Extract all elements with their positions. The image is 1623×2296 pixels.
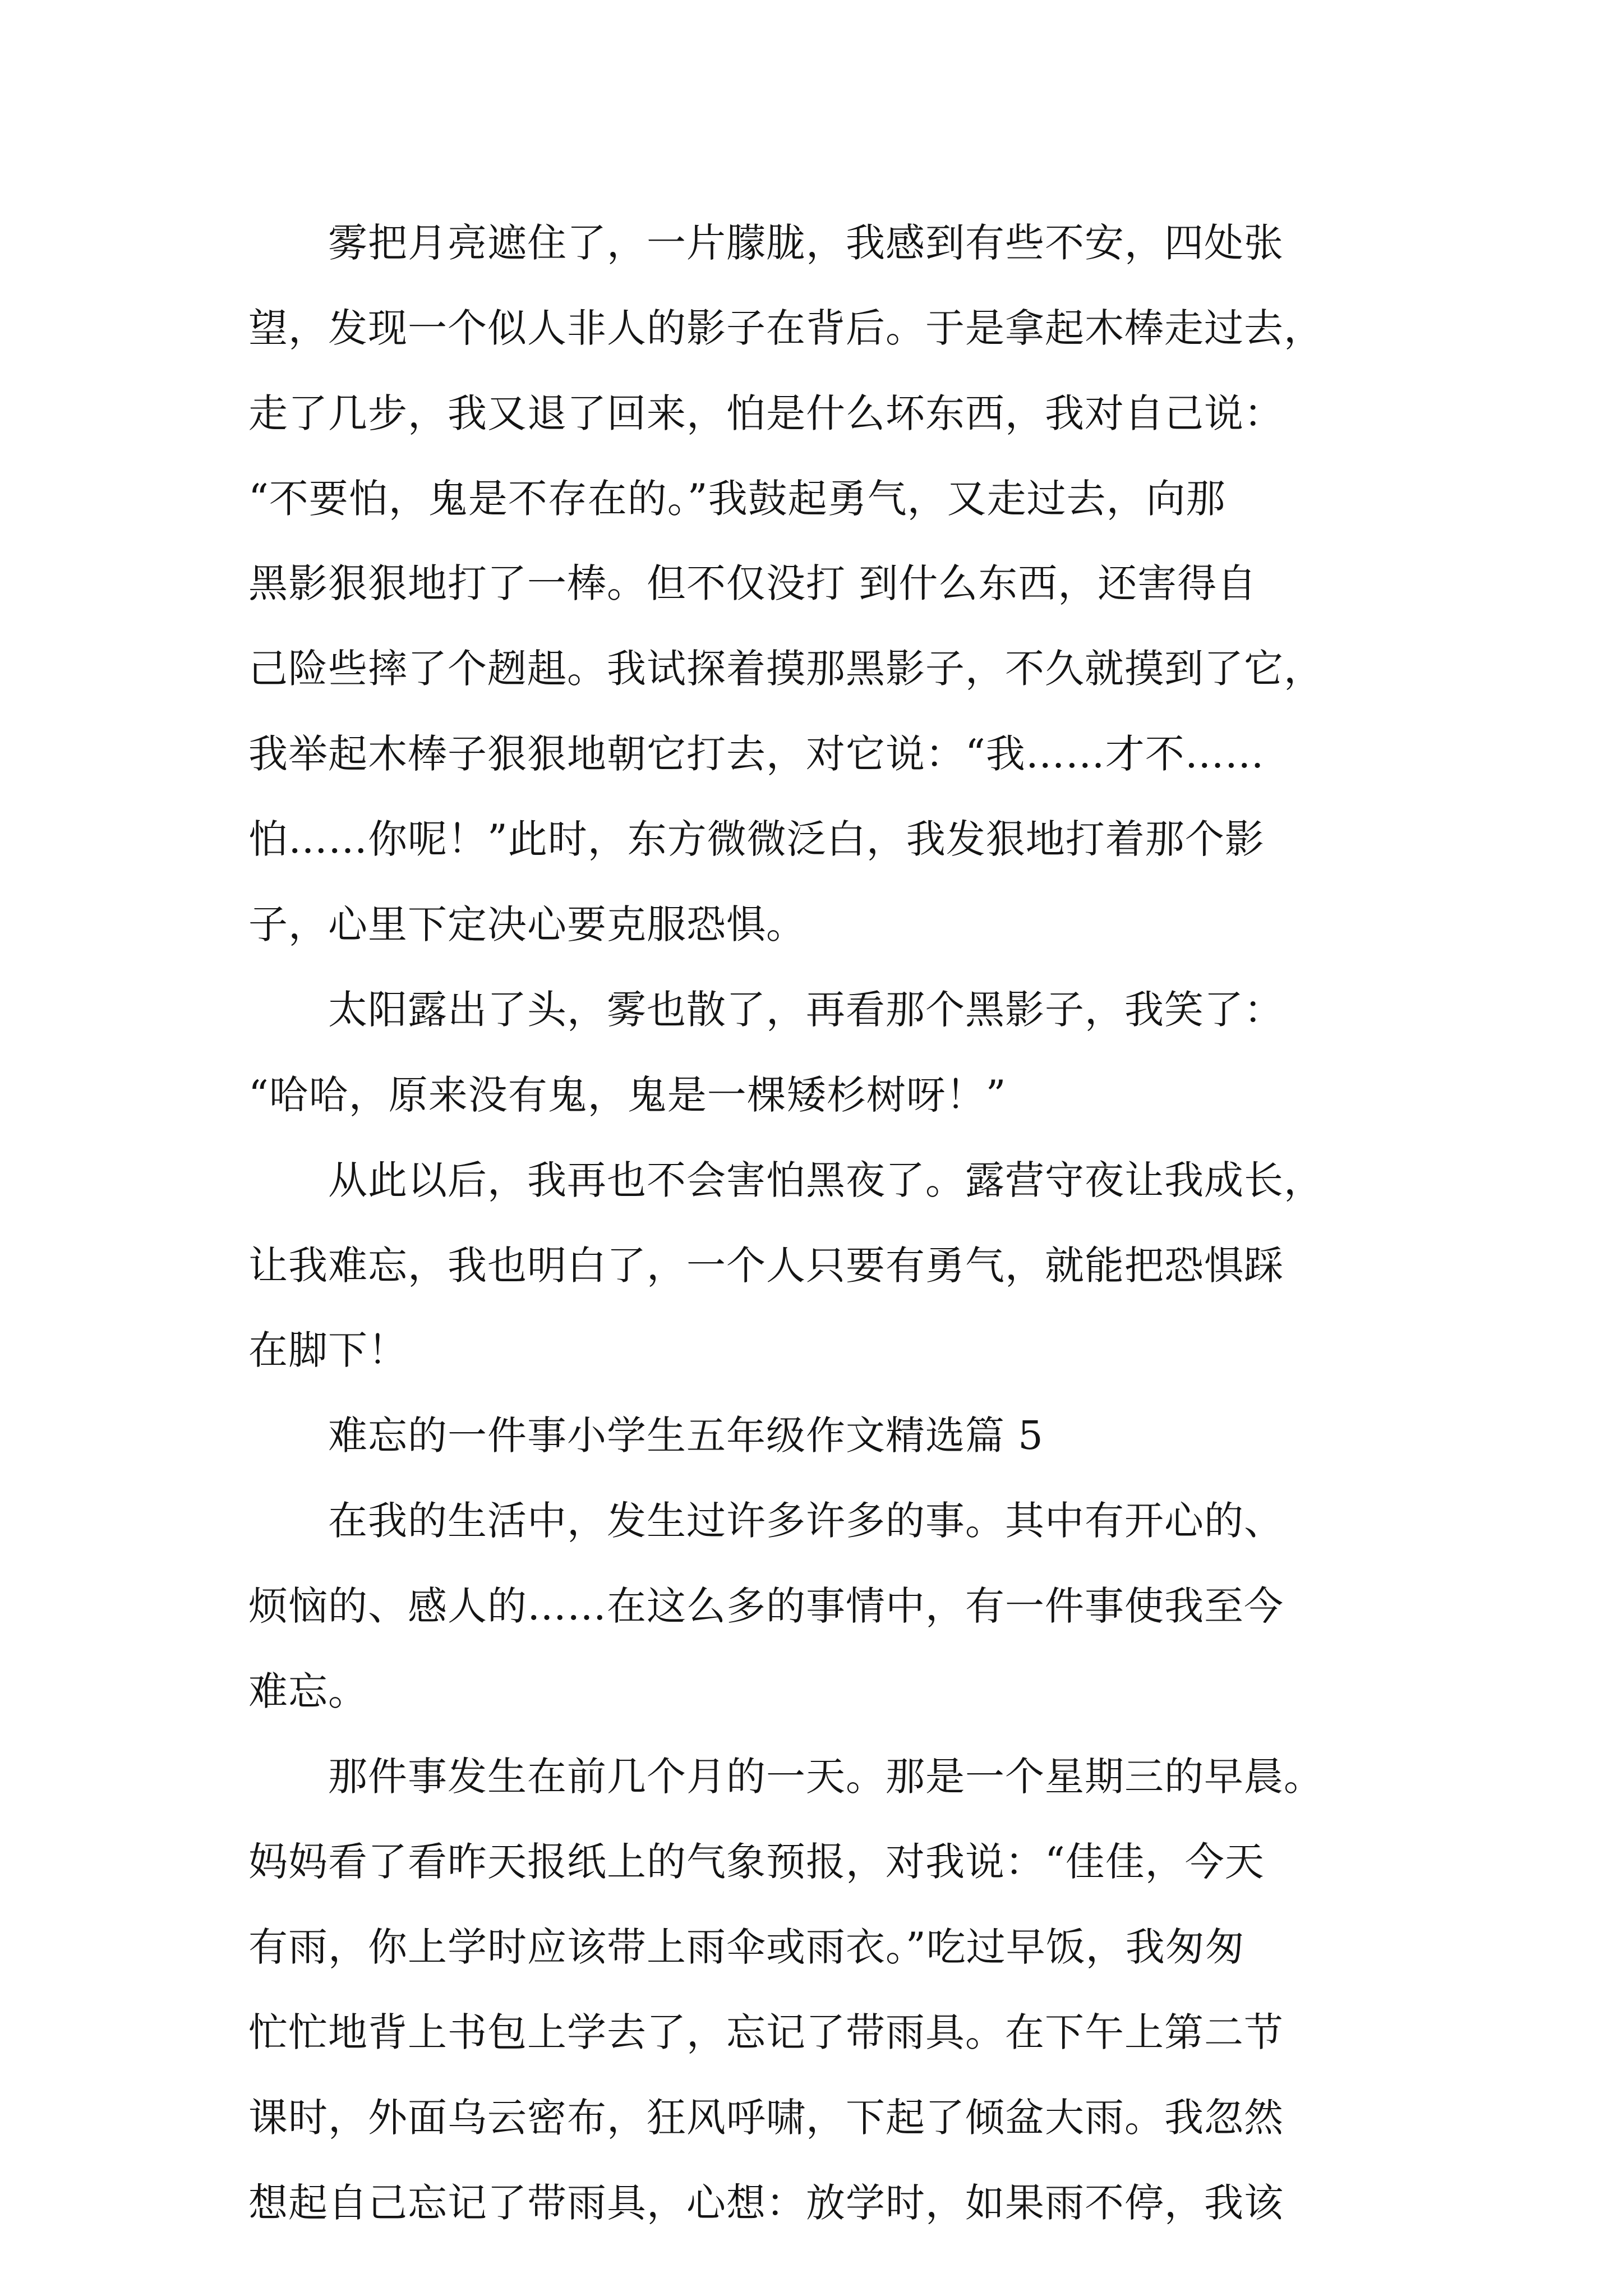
section-heading: 难忘的一件事小学生五年级作文精选篇 5: [248, 1412, 1044, 1458]
text-line: 课时，外面乌云密布，狂风呼啸，下起了倾盆大雨。我忽然: [248, 2095, 1284, 2141]
text-line: 想起自己忘记了带雨具，心想：放学时，如果雨不停，我该: [248, 2180, 1284, 2226]
text-line: 走了几步，我又退了回来，怕是什么坏东西，我对自己说：: [248, 390, 1284, 436]
text-line: 那件事发生在前几个月的一天。那是一个星期三的早晨。: [248, 1754, 1324, 1800]
text-line: 怕……你呢！”此时，东方微微泛白，我发狠地打着那个影: [248, 816, 1265, 862]
text-line: 在脚下！: [248, 1327, 408, 1373]
text-line: 雾把月亮遮住了，一片朦胧，我感到有些不安，四处张: [248, 220, 1284, 266]
text-line: 从此以后，我再也不会害怕黑夜了。露营守夜让我成长，: [248, 1157, 1324, 1203]
text-line: “不要怕，鬼是不存在的。”我鼓起勇气，又走过去，向那: [248, 476, 1226, 522]
text-line: “哈哈，原来没有鬼，鬼是一棵矮杉树呀！”: [248, 1072, 1007, 1118]
text-line: 子，心里下定决心要克服恐惧。: [248, 901, 806, 947]
text-line: 烦恼的、感人的……在这么多的事情中，有一件事使我至今: [248, 1583, 1284, 1629]
text-line: 有雨，你上学时应该带上雨伞或雨衣。”吃过早饭，我匆匆: [248, 1924, 1245, 1970]
text-line: 难忘。: [248, 1668, 368, 1714]
text-line: 忙忙地背上书包上学去了，忘记了带雨具。在下午上第二节: [248, 2009, 1284, 2055]
text-line: 我举起木棒子狠狠地朝它打去，对它说：“我……才不……: [248, 731, 1265, 777]
text-line: 太阳露出了头，雾也散了，再看那个黑影子，我笑了：: [248, 987, 1284, 1033]
text-line: 妈妈看了看昨天报纸上的气象预报，对我说：“佳佳，今天: [248, 1839, 1265, 1885]
text-line: 望，发现一个似人非人的影子在背后。于是拿起木棒走过去，: [248, 305, 1324, 351]
text-line: 让我难忘，我也明白了，一个人只要有勇气，就能把恐惧踩: [248, 1243, 1284, 1289]
text-line: 黑影狠狠地打了一棒。但不仅没打 到什么东西，还害得自: [248, 560, 1257, 606]
text-line: 在我的生活中，发生过许多许多的事。其中有开心的、: [248, 1498, 1284, 1544]
text-line: 己险些摔了个趔趄。我试探着摸那黑影子，不久就摸到了它，: [248, 646, 1324, 692]
